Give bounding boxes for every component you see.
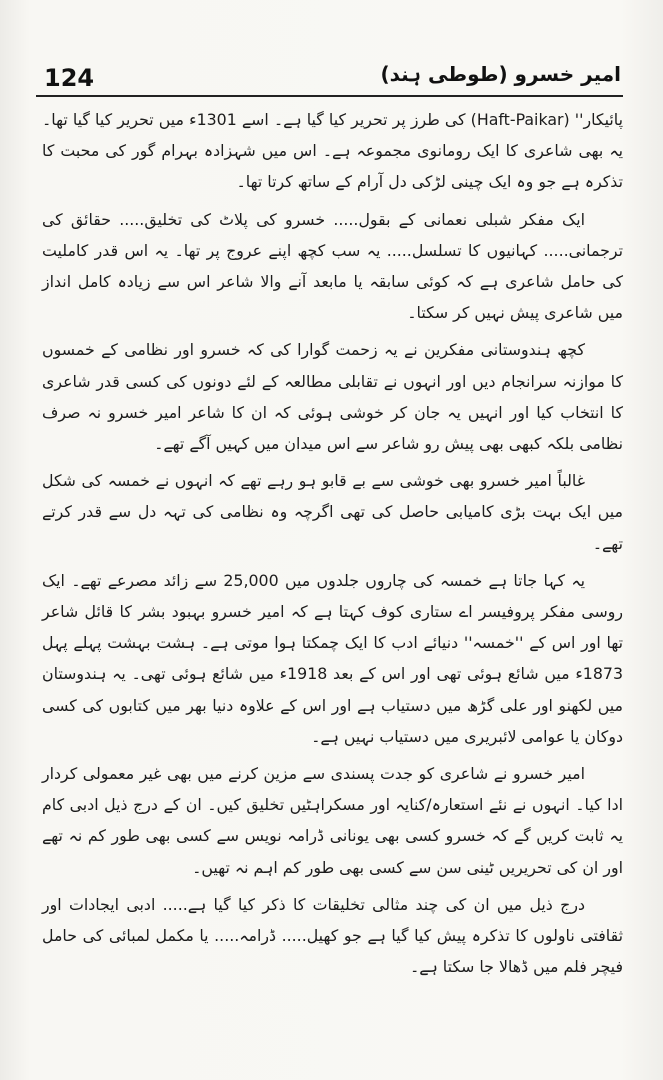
paragraph: کچھ ہندوستانی مفکرین نے یہ زحمت گوارا کی کہ خسرو اور نظامی کے خمسوں کا موازنہ سرانجام دیں اور انہوں نے تقابلی مطالعہ کے لئے دونوں کی کسی قدر شاعری کا انتخاب کیا اور انہیں یہ جان کر خوشی ہوئی کہ ان کا شاعر امیر خسرو نہ صرف نظامی بلکہ کبھی بھی پیش رو شاعر سے اس میدان میں کہیں آگے تھے۔ [42,340,623,454]
header-rule [36,95,623,97]
page-number: 124 [44,64,95,92]
running-head: امیر خسرو (طوطی ہند) [380,62,621,86]
paragraph: ایک مفکر شبلی نعمانی کے بقول..... خسرو کی پلاٹ کی تخلیق..... حقائق کی ترجمانی..... کہانیوں کا تسلسل..... یہ سب کچھ اپنے عروج پر تھا۔ یہ اس قدر کاملیت کی حامل شاعری ہے کہ کوئی سابقہ یا مابعد آنے والا شاعر اس سے زیادہ کامل انداز میں شاعری پیش نہیں کر سکتا۔ [42,209,623,323]
paragraph: یہ کہا جاتا ہے خمسہ کی چاروں جلدوں میں 25,000 سے زائد مصرعے تھے۔ ایک روسی مفکر پروفیسر اے ستاری کوف کہتا ہے کہ امیر خسرو بہبود بشر کا قائل شاعر تھا اور اس کے ''خمسہ'' دنیائے ادب کا ایک چمکتا ہوا موتی ہے۔ ہشت بہشت پہلے پہل 1873ء میں شائع ہوئی تھی اور اس کے بعد 1918ء میں شائع ہوئی تھی۔ یہ ہندوستان میں لکھنو اور علی گڑھ میں دستیاب ہے اور اس کے علاوہ دنیا بھر میں کتابوں کی کسی دوکان یا عوامی لائبریری میں دستیاب نہیں ہے۔ [42,570,623,746]
paragraph: امیر خسرو نے شاعری کو جدت پسندی سے مزین کرنے میں بھی غیر معمولی کردار ادا کیا۔ انہوں نے نئے استعارہ/کنایہ اور مسکراہٹیں تخلیق کیں۔ ان کے درج ذیل ادبی کام یہ ثابت کریں گے کہ خسرو کسی بھی یونانی ڈرامہ نویس سے کسی بھی طور کم نہ تھے اور ان کی تحریریں ٹینی سن سے کسی بھی طور کم اہم نہ تھیں۔ [42,764,623,877]
paragraph: پائیکار'' (Haft-Paikar) کی طرز پر تحریر کیا گیا ہے۔ اسے 1301ء میں تحریر کیا گیا تھا۔ یہ بھی شاعری کا ایک رومانوی مجموعہ ہے۔ اس میں شہزادہ بہرام گور کی محبت کا تذکرہ ہے جو وہ ایک چینی لڑکی دل آرام کے ساتھ کرتا تھا۔ [42,110,623,192]
paragraph: غالباً امیر خسرو بھی خوشی سے بے قابو ہو رہے تھے کہ انہوں نے خمسہ کی شکل میں ایک بہت بڑی کامیابی حاصل کی تھی اگرچہ وہ نظامی کی تہہ دل سے قدر کرتے تھے۔ [42,471,623,553]
paragraph: درج ذیل میں ان کی چند مثالی تخلیقات کا ذکر کیا گیا ہے..... ادبی ایجادات اور ثقافتی ناولوں کا تذکرہ پیش کیا گیا ہے جو کھیل..... ڈرامہ..... یا مکمل لمبائی کی حامل فیچر فلم میں ڈھالا جا سکتا ہے۔ [42,894,623,977]
page-header [40,62,623,94]
page-body [42,104,623,988]
